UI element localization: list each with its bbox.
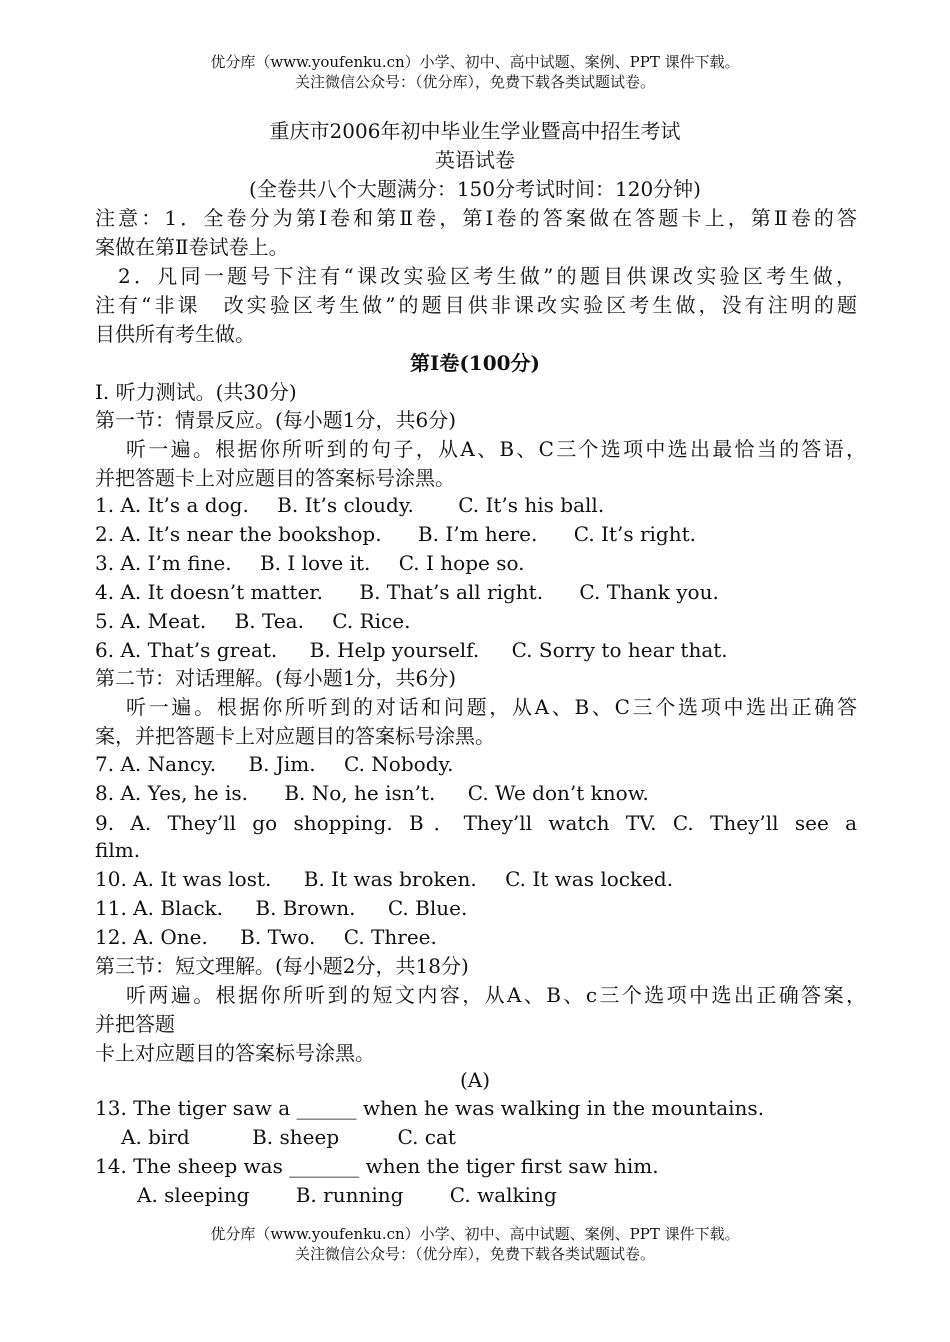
- option-c: C. Nobody.: [344, 752, 454, 776]
- option-a: A. Nancy.: [120, 752, 217, 776]
- option-c: C. It was locked.: [505, 867, 674, 891]
- option-a: A. Black.: [133, 896, 224, 920]
- option-b: B. It’s cloudy.: [277, 493, 414, 517]
- question-14-stem: 14. The sheep was _______ when the tiger first saw him.: [95, 1154, 659, 1178]
- question-number: 4.: [95, 580, 115, 604]
- question-7: [95, 750, 454, 778]
- option-a: A. That’s great.: [120, 638, 278, 662]
- question-13-options: [95, 1123, 456, 1151]
- question-3: [95, 549, 525, 577]
- question-6: [95, 636, 728, 664]
- question-5: [95, 607, 410, 635]
- question-number: 1.: [95, 493, 115, 517]
- option-a: A. bird: [121, 1125, 190, 1149]
- question-number: 11.: [95, 896, 127, 920]
- part-1-title: Ⅰ. 听力测试。(共30分): [95, 380, 297, 404]
- option-a: A. One.: [133, 925, 208, 949]
- question-number: 5.: [95, 609, 115, 633]
- question-12: [95, 923, 437, 951]
- option-a: A. Yes, he is.: [120, 781, 248, 805]
- option-b: B. That’s all right.: [359, 580, 544, 604]
- option-a: A. It’s near the bookshop.: [120, 522, 382, 546]
- section-3-instruction-line-1: 听两遍。根据你所听到的短文内容，从A、B、c三个选项中选出正确答案，: [126, 983, 866, 1007]
- question-number: 8.: [95, 781, 115, 805]
- option-c: C. Three.: [343, 925, 437, 949]
- option-c: C. Thank you.: [579, 580, 719, 604]
- note-1-line-1: 注意：1．全卷分为第Ⅰ卷和第Ⅱ卷，第Ⅰ卷的答案做在答题卡上，第Ⅱ卷的答: [95, 206, 857, 230]
- header-line-1: 优分库（www.youfenku.cn）小学、初中、高中试题、案例、PPT 课件下载。: [210, 53, 740, 71]
- exam-info: (全卷共八个大题满分：150分考试时间：120分钟): [249, 177, 701, 201]
- footer-line-2: 关注微信公众号：（优分库），免费下载各类试题试卷。: [294, 1245, 655, 1263]
- option-c: C. Blue.: [387, 896, 468, 920]
- question-9: [95, 809, 857, 837]
- option-b: B．They’ll watch TV.: [409, 811, 657, 835]
- section-1-instruction-line-2: 并把答题卡上对应题目的答案标号涂黑。: [95, 466, 455, 490]
- note-2-line-1: 2．凡同一题号下注有“课改实验区考生做”的题目供课改实验区考生做，: [118, 264, 856, 288]
- option-b: B. Jim.: [248, 752, 316, 776]
- option-a: A. It doesn’t matter.: [120, 580, 324, 604]
- option-a: A. sleeping: [137, 1183, 250, 1207]
- option-a: A. I’m fine.: [120, 551, 232, 575]
- question-1: [95, 491, 604, 519]
- option-b: B. Help yourself.: [309, 638, 480, 662]
- footer-line-1: 优分库（www.youfenku.cn）小学、初中、高中试题、案例、PPT 课件下载。: [210, 1225, 740, 1243]
- option-c: C. We don’t know.: [467, 781, 649, 805]
- question-11: [95, 894, 467, 922]
- section-2-instruction-line-1: 听一遍。根据你所听到的对话和问题，从A、B、C三个选项中选出正确答: [126, 695, 857, 719]
- option-b: B. sheep: [252, 1125, 340, 1149]
- option-a: A. It’s a dog.: [120, 493, 249, 517]
- question-9-continuation: film.: [95, 838, 141, 862]
- option-a: A. Meat.: [120, 609, 207, 633]
- section-1-title: 第一节：情景反应。(每小题1分，共6分): [95, 408, 457, 432]
- option-a: A. They’ll go shopping.: [130, 811, 393, 835]
- note-1-line-2: 案做在第Ⅱ卷试卷上。: [95, 235, 289, 259]
- section-2-instruction-line-2: 案，并把答题卡上对应题目的答案标号涂黑。: [95, 724, 495, 748]
- option-b: B. Brown.: [255, 896, 356, 920]
- section-2-title: 第二节：对话理解。(每小题1分，共6分): [95, 666, 457, 690]
- volume-1-title: 第Ⅰ卷(100分): [409, 351, 541, 375]
- question-2: [95, 520, 696, 548]
- note-2-line-3: 目供所有考生做。: [95, 322, 255, 346]
- question-4: [95, 578, 719, 606]
- question-number: 12.: [95, 925, 127, 949]
- option-c: C. It’s right.: [573, 522, 696, 546]
- header-line-2: 关注微信公众号：（优分库），免费下载各类试题试卷。: [294, 73, 655, 91]
- section-3-instruction-line-2: 并把答题: [95, 1012, 175, 1036]
- option-c: C. I hope so.: [398, 551, 525, 575]
- option-b: B. I’m here.: [417, 522, 538, 546]
- option-a: A. It was lost.: [133, 867, 272, 891]
- option-c: C. Sorry to hear that.: [511, 638, 728, 662]
- question-13-stem: 13. The tiger saw a ______ when he was walking in the mountains.: [95, 1096, 765, 1120]
- question-number: 10.: [95, 867, 127, 891]
- option-b: B. running: [295, 1183, 404, 1207]
- option-b: B. It was broken.: [303, 867, 477, 891]
- passage-label: (A): [459, 1068, 491, 1092]
- option-c: C. cat: [397, 1125, 456, 1149]
- note-2-line-2: 注有“非课 改实验区考生做”的题目供非课改实验区考生做，没有注明的题: [95, 293, 857, 317]
- option-b: B. No, he isn’t.: [284, 781, 436, 805]
- question-8: [95, 779, 649, 807]
- option-c: C. Rice.: [332, 609, 411, 633]
- option-b: B. Tea.: [234, 609, 304, 633]
- section-1-instruction-line-1: 听一遍。根据你所听到的句子，从A、B、C三个选项中选出最恰当的答语，: [126, 437, 866, 461]
- option-c: C. They’ll see a: [672, 811, 858, 835]
- question-14-options: [95, 1181, 557, 1209]
- question-number: 2.: [95, 522, 115, 546]
- question-number: 3.: [95, 551, 115, 575]
- question-number: 7.: [95, 752, 115, 776]
- section-3-instruction-line-3: 卡上对应题目的答案标号涂黑。: [95, 1041, 375, 1065]
- question-number: 6.: [95, 638, 115, 662]
- exam-subject: 英语试卷: [435, 148, 515, 172]
- option-b: B. Two.: [240, 925, 316, 949]
- question-10: [95, 865, 673, 893]
- exam-title: 重庆市2006年初中毕业生学业暨高中招生考试: [269, 119, 681, 143]
- option-c: C. It’s his ball.: [458, 493, 605, 517]
- section-3-title: 第三节：短文理解。(每小题2分，共18分): [95, 954, 469, 978]
- question-number: 9.: [95, 811, 115, 835]
- option-b: B. I love it.: [259, 551, 371, 575]
- option-c: C. walking: [449, 1183, 557, 1207]
